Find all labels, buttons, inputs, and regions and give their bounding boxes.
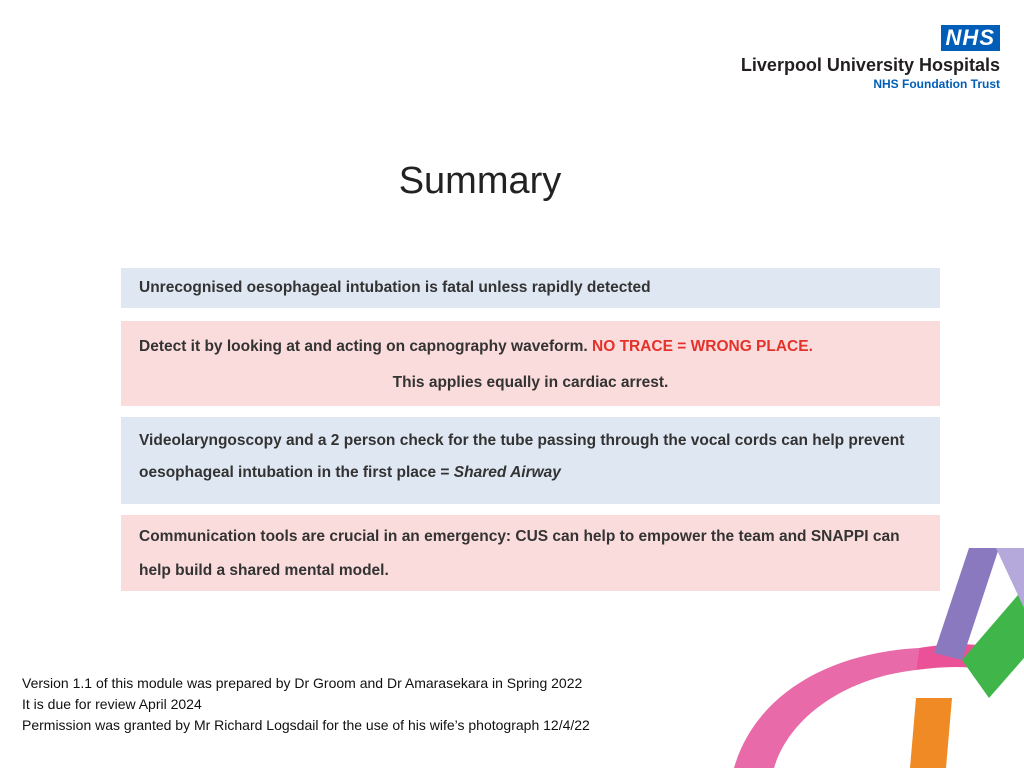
communication-text: Communication tools are crucial in an emergency: CUS can help to empower the team and SNAPPI can help build a shared mental model. [139, 528, 900, 579]
slide-title: Summary [398, 160, 562, 202]
organisation-subtitle: NHS Foundation Trust [873, 77, 1000, 91]
nhs-badge: NHS [941, 25, 1000, 51]
shared-airway-term: Shared Airway [453, 464, 561, 481]
footer-permission: Permission was granted by Mr Richard Logsdail for the use of his wife’s photograph 12/4/22 [22, 717, 590, 733]
footer-review: It is due for review April 2024 [22, 696, 202, 712]
summary-box-detection-fatal [121, 268, 940, 308]
footer-notes [22, 673, 590, 736]
nhs-logo [741, 25, 1000, 91]
organisation-name: Liverpool University Hospitals [740, 55, 1000, 75]
summary-box-capnography [121, 321, 940, 406]
no-trace-warning: NO TRACE = WRONG PLACE. [592, 338, 813, 355]
summary-box-videolaryngoscopy [121, 417, 940, 504]
footer-version: Version 1.1 of this module was prepared by Dr Groom and Dr Amarasekara in Spring 2022 [22, 675, 583, 691]
videolaryngoscopy-text: Videolaryngoscopy and a 2 person check for the tube passing through the vocal cords can help prevent oesophageal intubation in the first place = [139, 432, 905, 481]
decorative-ribbon-graphic [734, 548, 1024, 768]
summary-text: Unrecognised oesophageal intubation is fatal unless rapidly detected [139, 279, 651, 296]
cardiac-arrest-note: This applies equally in cardiac arrest. [392, 374, 669, 391]
capnography-line [139, 337, 922, 357]
capnography-text: Detect it by looking at and acting on capnography waveform. [139, 338, 593, 355]
